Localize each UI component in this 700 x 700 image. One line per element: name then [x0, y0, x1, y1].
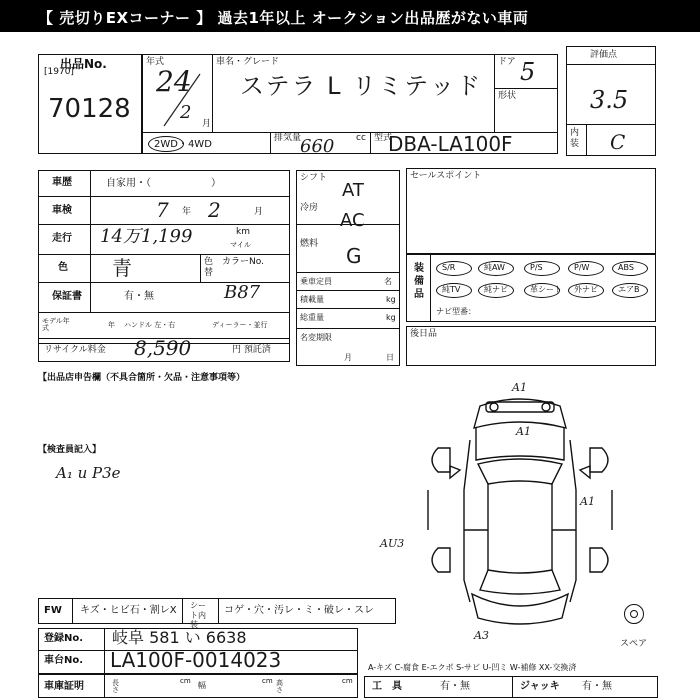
- jack-label: ジャッキ: [520, 681, 560, 692]
- name-value: ステラ L リミテッド: [240, 72, 483, 100]
- month-unit: 月: [202, 119, 212, 129]
- diag-mark-left: AU3: [380, 537, 405, 550]
- equip-row1-option-4: ABS: [618, 263, 634, 272]
- drive-text: 2WD・4WD: [154, 139, 212, 150]
- rename-day: 日: [386, 353, 394, 362]
- spare-tire-hub-icon: [630, 610, 638, 618]
- spare-label: スペア: [620, 639, 648, 649]
- handle-text: ハンドル 左・右: [124, 321, 176, 329]
- plate-label: 登録No.: [44, 633, 84, 644]
- shift-value: AT: [342, 180, 364, 201]
- cert-length-cm: cm: [180, 677, 191, 685]
- model-year-label: モデル年式: [42, 317, 70, 332]
- color-no-value: B87: [224, 282, 261, 303]
- chassis-label: 車台No.: [44, 655, 84, 666]
- equip-row1-option-2: P/S: [530, 263, 543, 272]
- inspection-month-unit: 月: [254, 207, 264, 217]
- equip-row2-option-3: 外ナビ: [574, 285, 598, 294]
- sales-points-label: セールスポイント: [410, 171, 482, 181]
- diag-mark-front: A1: [512, 381, 527, 394]
- model-label: 型式: [374, 133, 393, 143]
- cert-length: 長さ: [112, 679, 119, 694]
- capacity-label: 乗車定員: [300, 277, 332, 286]
- tools-value: 有・無: [440, 681, 470, 692]
- inspection-month: 2: [208, 198, 221, 222]
- doors-label: ドア: [498, 57, 516, 67]
- load-label: 積載量: [300, 295, 324, 304]
- cert-label: 車庫証明: [44, 681, 84, 692]
- recycle-value: 8,590: [134, 336, 192, 360]
- lot-label: 出品No.: [60, 57, 107, 71]
- displacement-label: 排気量: [274, 133, 302, 143]
- inspection-year: 7: [156, 198, 169, 222]
- seat-text: コゲ・穴・汚レ・ミ・破レ・スレ: [224, 605, 374, 616]
- recycle-label: リサイクル料金: [44, 345, 106, 355]
- month-value: 2: [180, 102, 192, 123]
- grade-value: 3.5: [590, 86, 629, 114]
- ac-value: AC: [340, 210, 365, 231]
- color-change-label: 色替: [204, 257, 214, 278]
- inspection-year-unit: 年: [182, 207, 192, 217]
- equipment-label: 装備品: [414, 263, 424, 300]
- equip-row1-option-0: S/R: [442, 263, 456, 272]
- mileage-value: 14万1,199: [100, 226, 193, 247]
- grade-label: 評価点: [590, 50, 618, 60]
- interior-value: C: [610, 130, 626, 154]
- plate-value: 岐阜 581 い 6638: [112, 628, 247, 647]
- color-value: 青: [112, 256, 132, 280]
- cert-width: 幅: [198, 681, 206, 690]
- equip-row2-option-2: 革シート: [530, 285, 562, 294]
- rename-month: 月: [344, 353, 352, 362]
- diag-mark-rear: A3: [474, 629, 489, 642]
- rename-label: 名変期限: [300, 333, 332, 342]
- banner-title: 【 売切りEXコーナー 】 過去1年以上 オークション出品歴がない車両: [0, 0, 700, 32]
- capacity-unit: 名: [384, 277, 392, 286]
- history-label: 車歴: [52, 177, 72, 188]
- cert-height-cm: cm: [342, 677, 353, 685]
- chassis-value: LA100F-0014023: [110, 648, 282, 672]
- lot-number: 70128: [48, 94, 131, 124]
- tools-label: 工具: [372, 681, 412, 692]
- year-label: 年式: [146, 57, 165, 67]
- equip-row1-option-1: 純AW: [484, 263, 505, 272]
- fuel-value: G: [346, 244, 362, 268]
- fuel-label: 燃料: [300, 239, 319, 249]
- year-slash: [150, 65, 212, 130]
- jack-value: 有・無: [582, 681, 612, 692]
- mileage-unit: km: [236, 227, 250, 237]
- postscript-label: 後日品: [410, 329, 438, 339]
- cert-height: 高さ: [276, 679, 283, 694]
- ac-label: 冷房: [300, 203, 319, 213]
- equip-row2-option-4: エアB: [618, 285, 640, 294]
- doors-value: 5: [520, 58, 536, 86]
- load-unit: kg: [386, 295, 396, 304]
- declaration-label: 【出品店申告欄（不具合箇所・欠品・注意事項等）: [38, 373, 246, 383]
- legend-codes: A-キズ C-腐食 E-エクボ S-サビ U-凹ミ W-補修 XX-交換済: [368, 663, 577, 672]
- inspector-label: 【検査員記入】: [38, 445, 102, 455]
- model-year-unit: 年: [108, 321, 115, 329]
- weight-label: 総重量: [300, 313, 324, 322]
- name-label: 車名・グレード: [216, 57, 280, 67]
- recycle-unit: 円 預託済: [232, 345, 271, 355]
- navi-label: ナビ型番：: [436, 307, 476, 316]
- inspector-text: A₁ u P3e: [56, 464, 121, 482]
- mileage-label: 走行: [52, 233, 72, 244]
- shape-label: 形状: [498, 91, 517, 101]
- color-no-label: カラーNo.: [222, 257, 264, 267]
- diag-mark-right: A1: [580, 495, 595, 508]
- fw-text: キズ・ヒビ石・割レX: [80, 605, 177, 616]
- model-value: DBA-LA100F: [388, 132, 513, 156]
- color-label: 色: [58, 262, 68, 273]
- diag-mark-bonnet: A1: [516, 425, 531, 438]
- equip-row2-option-1: 純ナビ: [484, 285, 508, 294]
- year-value: 24: [156, 65, 192, 98]
- weight-unit: kg: [386, 313, 396, 322]
- interior-label: 内装: [570, 128, 580, 149]
- inspection-label: 車検: [52, 205, 72, 216]
- equip-row2-option-0: 純TV: [442, 285, 461, 294]
- lot-year-stamp: [1970]: [44, 67, 74, 77]
- warranty-value: 有・無: [124, 291, 154, 302]
- shift-label: シフト: [300, 173, 328, 183]
- mileage-sub: マイル: [230, 241, 251, 249]
- dealer-text: ディーラー・並行: [212, 321, 268, 329]
- postscript-box: [406, 326, 656, 366]
- warranty-label: 保証書: [52, 291, 82, 302]
- equip-row1-option-3: P/W: [574, 263, 590, 272]
- history-text: 自家用・（ ）: [106, 178, 221, 189]
- cert-width-cm: cm: [262, 677, 273, 685]
- seat-label: シート内装: [190, 601, 206, 630]
- fw-label: FW: [44, 605, 62, 616]
- displacement-value: 660: [300, 136, 335, 157]
- displacement-unit: cc: [356, 133, 366, 143]
